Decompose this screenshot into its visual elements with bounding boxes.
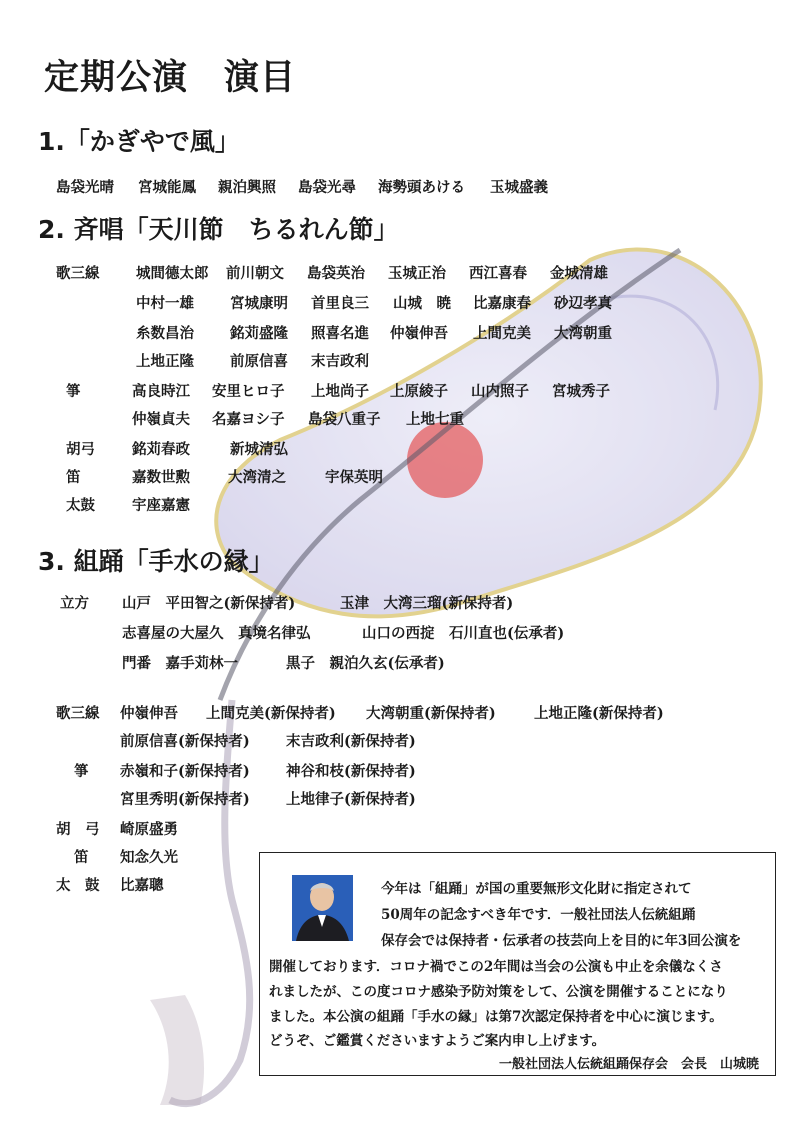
role-label: 笛 bbox=[74, 849, 89, 866]
performer-name: 宇座嘉憲 bbox=[132, 497, 190, 514]
performer-name: 安里ヒロ子 bbox=[212, 383, 285, 400]
performer-name: 首里良三 bbox=[311, 295, 369, 312]
role-label: 笛 bbox=[66, 469, 81, 486]
program-3-row-2 bbox=[0, 622, 800, 642]
role-label: 箏 bbox=[66, 383, 81, 400]
performer-name: 山戸 平田智之(新保持者) bbox=[122, 595, 296, 612]
role-label: 立方 bbox=[60, 595, 89, 612]
performer-name: 山口の西掟 石川直也(伝承者) bbox=[362, 625, 565, 642]
performer-name: 上地正隆 bbox=[136, 353, 194, 370]
performer-name: 比嘉康春 bbox=[473, 295, 531, 312]
performer-name: 仲嶺伸吾 bbox=[120, 705, 178, 722]
performer-name: 金城清雄 bbox=[550, 265, 608, 282]
performer-name: 島袋八重子 bbox=[308, 411, 381, 428]
performer-name: 崎原盛勇 bbox=[120, 821, 178, 838]
performer-name: 山内照子 bbox=[471, 383, 529, 400]
performer-name: 前原信喜 bbox=[230, 353, 288, 370]
performer-name: 前原信喜(新保持者) bbox=[120, 733, 250, 750]
message-line: 50周年の記念すべき年です．一般社団法人伝統組踊 bbox=[381, 907, 696, 923]
performer-name: 宮城秀子 bbox=[552, 383, 610, 400]
performer-name: 上間克美(新保持者) bbox=[206, 705, 336, 722]
message-box bbox=[259, 852, 776, 1076]
role-label: 箏 bbox=[74, 763, 89, 780]
program-2-row-3 bbox=[0, 322, 800, 342]
performer-name: 玉津 大湾三瑠(新保持者) bbox=[340, 595, 514, 612]
performer-name: 上地正隆(新保持者) bbox=[534, 705, 664, 722]
program-3-row-7 bbox=[0, 788, 800, 808]
message-line: 開催しております．コロナ禍でこの2年間は当会の公演も中止を余儀なくさ bbox=[269, 959, 723, 975]
program-3-row-5 bbox=[0, 730, 800, 750]
performer-name: 砂辺孝真 bbox=[554, 295, 612, 312]
performer-name: 大湾朝重 bbox=[554, 325, 612, 342]
message-line: 今年は「組踊」が国の重要無形文化財に指定されて bbox=[381, 881, 692, 897]
role-label: 歌三線 bbox=[56, 265, 100, 282]
program-2-row-9 bbox=[0, 494, 800, 514]
program-2-row-1 bbox=[0, 262, 800, 282]
performer-name: 銘苅春政 bbox=[132, 441, 190, 458]
message-line: 保存会では保持者・伝承者の技芸向上を目的に年3回公演を bbox=[381, 933, 742, 949]
president-photo bbox=[292, 875, 353, 941]
role-label: 胡弓 bbox=[66, 441, 95, 458]
program-2-row-8 bbox=[0, 466, 800, 486]
performer-name: 志喜屋の大屋久 真境名律弘 bbox=[122, 625, 311, 642]
program-2-row-2 bbox=[0, 292, 800, 312]
program-1-heading: 1.「かぎやで風」 bbox=[38, 127, 240, 156]
performer-name: 上間克美 bbox=[473, 325, 531, 342]
performer-name: 宮里秀明(新保持者) bbox=[120, 791, 250, 808]
page-title: 定期公演 演目 bbox=[44, 58, 297, 98]
performer-name: 玉城正治 bbox=[388, 265, 446, 282]
performer-name: 高良時江 bbox=[132, 383, 190, 400]
program-3-heading: 3. 組踊「手水の縁」 bbox=[38, 547, 274, 576]
performer-name: 知念久光 bbox=[120, 849, 178, 866]
signature: 一般社団法人伝統組踊保存会 会長 山城暁 bbox=[498, 1057, 759, 1072]
performer-name: 名嘉ヨシ子 bbox=[212, 411, 285, 428]
performer-name: 仲嶺伸吾 bbox=[390, 325, 448, 342]
program-1-performers bbox=[0, 176, 800, 196]
performer-name: 西江喜春 bbox=[469, 265, 527, 282]
performer-name: 大湾朝重(新保持者) bbox=[366, 705, 496, 722]
role-label: 太鼓 bbox=[66, 497, 95, 514]
performer-name: 上地尚子 bbox=[311, 383, 369, 400]
performer-name: 比嘉聰 bbox=[120, 877, 164, 894]
performer-name: 玉城盛義 bbox=[490, 179, 548, 196]
performer-name: 上地七重 bbox=[406, 411, 464, 428]
performer-name: 島袋英治 bbox=[307, 265, 365, 282]
program-2-heading: 2. 斉唱「天川節 ちるれん節」 bbox=[38, 215, 399, 244]
role-label: 歌三線 bbox=[56, 705, 100, 722]
message-line: どうぞ、ご鑑賞くださいますようご案内申し上げます。 bbox=[269, 1033, 606, 1049]
program-3-row-3 bbox=[0, 652, 800, 672]
performer-name: 親泊興照 bbox=[218, 179, 276, 196]
performer-name: 末吉政利 bbox=[311, 353, 369, 370]
performer-name: 嘉数世勲 bbox=[132, 469, 190, 486]
role-label: 胡 弓 bbox=[56, 821, 100, 838]
message-line: れましたが、この度コロナ感染予防対策をして、公演を開催することになり bbox=[269, 984, 728, 1000]
program-2-row-4 bbox=[0, 350, 800, 370]
performer-name: 海勢頭あける bbox=[378, 179, 465, 196]
program-2-row-5 bbox=[0, 380, 800, 400]
performer-name: 赤嶺和子(新保持者) bbox=[120, 763, 250, 780]
program-2-row-7 bbox=[0, 438, 800, 458]
performer-name: 門番 嘉手苅林一 bbox=[122, 655, 238, 672]
performer-name: 末吉政利(新保持者) bbox=[286, 733, 416, 750]
program-3-row-4 bbox=[0, 702, 800, 722]
performer-name: 宇保英明 bbox=[325, 469, 383, 486]
performer-name: 上地律子(新保持者) bbox=[286, 791, 416, 808]
performer-name: 照喜名進 bbox=[311, 325, 369, 342]
performer-name: 前川朝文 bbox=[226, 265, 284, 282]
message-line: ました。本公演の組踊「手水の縁」は第7次認定保持者を中心に演じます。 bbox=[269, 1009, 723, 1025]
performer-name: 宮城康明 bbox=[230, 295, 288, 312]
performer-name: 黒子 親泊久玄(伝承者) bbox=[286, 655, 445, 672]
role-label: 太 鼓 bbox=[56, 877, 100, 894]
performer-name: 糸数昌治 bbox=[136, 325, 194, 342]
performer-name: 銘苅盛隆 bbox=[230, 325, 288, 342]
performer-name: 上原綾子 bbox=[390, 383, 448, 400]
program-2-row-6 bbox=[0, 408, 800, 428]
performer-name: 城間德太郎 bbox=[136, 265, 209, 282]
program-3-row-6 bbox=[0, 760, 800, 780]
program-3-row-8 bbox=[0, 818, 800, 838]
performer-name: 大湾清之 bbox=[228, 469, 286, 486]
performer-name: 島袋光晴 bbox=[56, 179, 114, 196]
performer-name: 中村一雄 bbox=[136, 295, 194, 312]
performer-name: 宮城能鳳 bbox=[138, 179, 196, 196]
performer-name: 仲嶺貞夫 bbox=[132, 411, 190, 428]
performer-name: 神谷和枝(新保持者) bbox=[286, 763, 416, 780]
performer-name: 山城 暁 bbox=[393, 295, 451, 312]
performer-name: 新城清弘 bbox=[230, 441, 288, 458]
performer-name: 島袋光尋 bbox=[298, 179, 356, 196]
program-3-row-1 bbox=[0, 592, 800, 612]
